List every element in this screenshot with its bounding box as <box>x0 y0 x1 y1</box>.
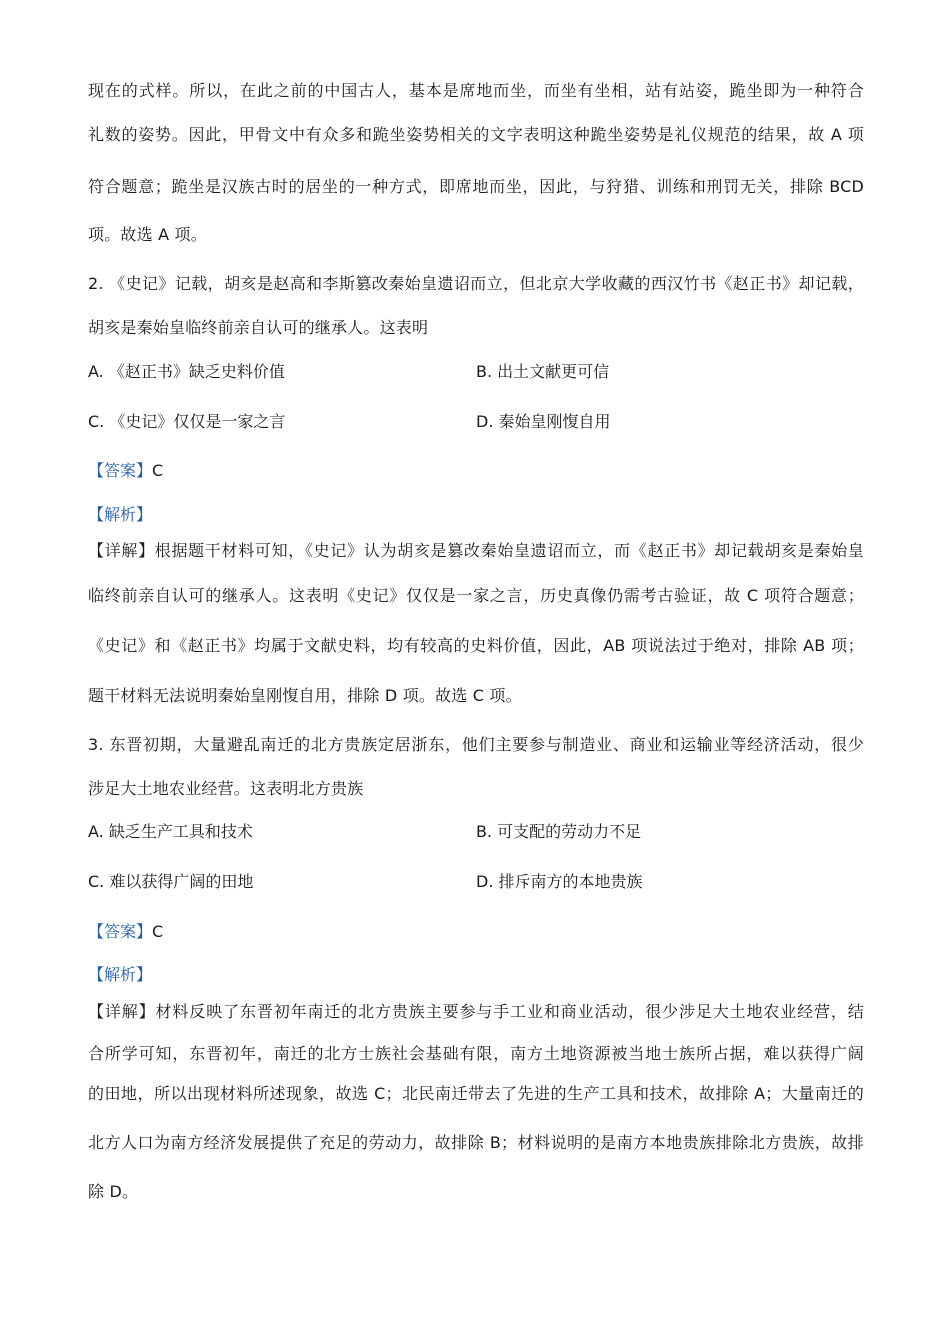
intro-line-4: 项。故选 A 项。 <box>88 225 207 244</box>
q3-detail-line-4: 北方人口为南方经济发展提供了充足的劳动力，故排除 B；材料说明的是南方本地贵族排除北方贵族，故排 <box>88 1133 864 1152</box>
q3-option-d: D. 排斥南方的本地贵族 <box>476 872 643 891</box>
q3-answer <box>88 920 163 944</box>
q2-detail-line-4: 题干材料无法说明秦始皇刚愎自用，排除 D 项。故选 C 项。 <box>88 686 522 705</box>
q3-detail-line-3: 的田地，所以出现材料所述现象，故选 C；北民南迁带去了先进的生产工具和技术，故排除 A；大量南迁的 <box>88 1084 864 1103</box>
q3-option-c: C. 难以获得广阔的田地 <box>88 872 254 891</box>
q2-option-a: A. 《赵正书》缺乏史料价值 <box>88 362 285 381</box>
q2-detail-line-1: 【详解】根据题干材料可知，《史记》认为胡亥是篡改秦始皇遗诏而立，而《赵正书》却记载胡亥是秦始皇 <box>88 541 864 560</box>
q3-option-b: B. 可支配的劳动力不足 <box>476 822 642 841</box>
q3-analysis-tag: 【解析】 <box>88 965 153 984</box>
q2-option-b: B. 出土文献更可信 <box>476 362 610 381</box>
q3-stem-line-2: 涉足大土地农业经营。这表明北方贵族 <box>88 779 364 798</box>
q3-answer-tag: 【答案】 <box>88 922 153 941</box>
intro-line-2: 礼数的姿势。因此，甲骨文中有众多和跪坐姿势相关的文字表明这种跪坐姿势是礼仪规范的结果，故 A 项 <box>88 125 864 144</box>
intro-line-3: 符合题意；跪坐是汉族古时的居坐的一种方式，即席地而坐，因此，与狩猎、训练和刑罚无关，排除 BCD <box>88 177 864 196</box>
q2-option-c: C. 《史记》仅仅是一家之言 <box>88 412 286 431</box>
q2-answer-tag: 【答案】 <box>88 461 153 480</box>
q2-stem-line-2: 胡亥是秦始皇临终前亲自认可的继承人。这表明 <box>88 318 429 337</box>
q2-detail-line-3: 《史记》和《赵正书》均属于文献史料，均有较高的史料价值，因此，AB 项说法过于绝对，排除 AB 项； <box>88 636 864 655</box>
q3-option-a: A. 缺乏生产工具和技术 <box>88 822 253 841</box>
q2-detail-line-2: 临终前亲自认可的继承人。这表明《史记》仅仅是一家之言，历史真像仍需考古验证，故 C 项符合题意； <box>88 586 864 605</box>
q2-answer <box>88 459 163 483</box>
q3-stem-line-1: 3. 东晋初期，大量避乱南迁的北方贵族定居浙东，他们主要参与制造业、商业和运输业等经济活动，很少 <box>88 735 864 754</box>
q3-answer-value: C <box>152 922 164 941</box>
intro-line-1: 现在的式样。所以，在此之前的中国古人，基本是席地而坐，而坐有坐相，站有站姿，跪坐即为一种符合 <box>88 81 864 100</box>
q2-option-d: D. 秦始皇刚愎自用 <box>476 412 611 431</box>
q3-detail-line-1: 【详解】材料反映了东晋初年南迁的北方贵族主要参与手工业和商业活动，很少涉足大土地农业经营，结 <box>88 1002 864 1021</box>
q2-stem-line-1: 2. 《史记》记载，胡亥是赵高和李斯篡改秦始皇遗诏而立，但北京大学收藏的西汉竹书《赵正书》却记载， <box>88 274 864 293</box>
q3-detail-line-2: 合所学可知，东晋初年，南迁的北方士族社会基础有限，南方土地资源被当地士族所占据，难以获得广阔 <box>88 1044 864 1063</box>
q2-analysis-tag: 【解析】 <box>88 505 153 524</box>
q2-answer-value: C <box>152 461 164 480</box>
q3-detail-line-5: 除 D。 <box>88 1182 139 1201</box>
